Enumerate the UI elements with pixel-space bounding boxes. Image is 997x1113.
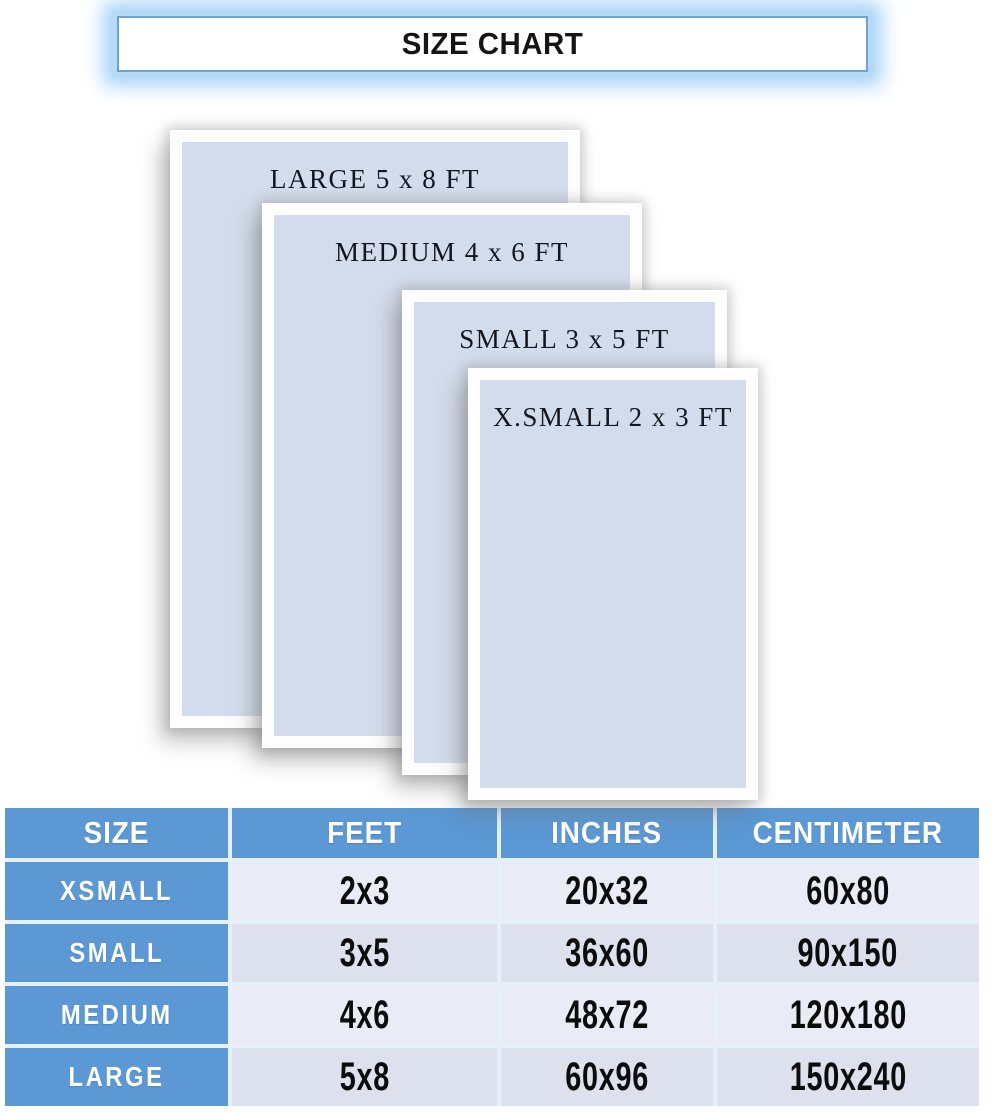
medium-feet-cell	[232, 986, 497, 1044]
column-header-feet	[232, 808, 497, 858]
medium-inches-cell	[501, 986, 713, 1044]
small-feet-value: 3x5	[339, 930, 390, 975]
rug-large-label: LARGE 5 x 8 FT	[270, 164, 480, 194]
xsmall-feet-value: 2x3	[339, 868, 390, 913]
rug-xsmall-surface	[480, 380, 746, 788]
column-header-centimeter-label: CENTIMETER	[752, 815, 944, 850]
small-inches-cell	[501, 924, 713, 982]
small-feet-cell	[232, 924, 497, 982]
xsmall-centimeter-value: 60x80	[806, 868, 890, 913]
small-centimeter-value: 90x150	[797, 930, 899, 975]
medium-inches-value: 48x72	[565, 992, 649, 1037]
xsmall-feet-cell	[232, 862, 497, 920]
large-row-header	[5, 1048, 228, 1106]
medium-centimeter-cell	[717, 986, 979, 1044]
xsmall-inches-value: 20x32	[565, 868, 649, 913]
small-centimeter-cell	[717, 924, 979, 982]
column-header-inches-label: INCHES	[551, 815, 663, 850]
large-feet-cell	[232, 1048, 497, 1106]
large-inches-value: 60x96	[565, 1054, 649, 1099]
title-banner	[117, 16, 868, 72]
medium-row-header	[5, 986, 228, 1044]
large-feet-value: 5x8	[339, 1054, 390, 1099]
xsmall-centimeter-cell	[717, 862, 979, 920]
large-inches-cell	[501, 1048, 713, 1106]
column-header-feet-label: FEET	[327, 815, 402, 850]
size-table	[5, 808, 979, 1106]
rug-medium-label: MEDIUM 4 x 6 FT	[334, 237, 569, 267]
page-title: SIZE CHART	[401, 26, 584, 61]
small-row-header	[5, 924, 228, 982]
large-centimeter-cell	[717, 1048, 979, 1106]
rug-xsmall	[468, 368, 758, 800]
medium-feet-value: 4x6	[339, 992, 390, 1037]
small-row-label: SMALL	[69, 937, 164, 968]
medium-row-label: MEDIUM	[60, 999, 173, 1030]
column-header-size-label: SIZE	[83, 815, 150, 850]
xsmall-row-header	[5, 862, 228, 920]
xsmall-inches-cell	[501, 862, 713, 920]
xsmall-row-label: XSMALL	[59, 875, 174, 906]
column-header-size	[5, 808, 228, 858]
large-row-label: LARGE	[68, 1061, 165, 1092]
medium-centimeter-value: 120x180	[789, 992, 907, 1037]
rug-small-label: SMALL 3 x 5 FT	[459, 324, 670, 354]
large-centimeter-value: 150x240	[789, 1054, 907, 1099]
column-header-inches	[501, 808, 713, 858]
small-inches-value: 36x60	[565, 930, 649, 975]
column-header-centimeter	[717, 808, 979, 858]
rug-xsmall-label: X.SMALL 2 x 3 FT	[493, 402, 733, 432]
